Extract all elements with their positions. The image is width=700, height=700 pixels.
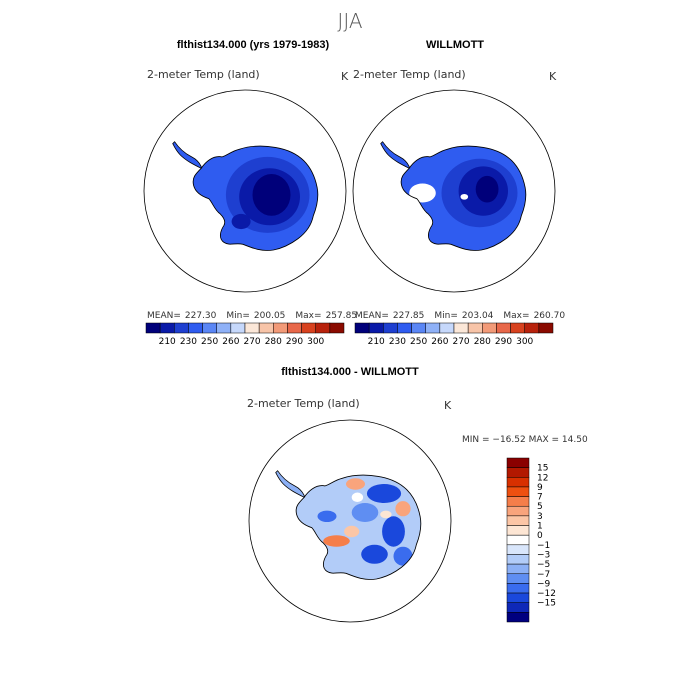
colorbar-tick-label: 230 (179, 337, 198, 347)
colorbar-swatch (507, 535, 529, 545)
colorbar-tick-label: 250 (410, 337, 428, 347)
colorbar-swatch (146, 323, 160, 333)
colorbar-swatch (525, 323, 539, 333)
colorbar-swatch (174, 323, 188, 333)
colorbar-tick-label: 3 (537, 511, 543, 522)
colorbar-tick-label: 300 (516, 337, 534, 347)
colorbar-diff (507, 458, 556, 622)
minmax-diff: MIN = −16.52 MAX = 14.50 (462, 435, 588, 445)
stats-model: MEAN= 227.30 Min= 200.05 Max= 257.85 (147, 311, 358, 321)
colorbar-tick-label: 280 (264, 337, 282, 347)
colorbar-swatch (507, 545, 529, 555)
colorbar-swatch (511, 323, 525, 333)
colorbar-swatch (496, 323, 510, 333)
colorbar-swatch (507, 477, 529, 487)
colorbar-swatch (330, 323, 344, 333)
colorbar-swatch (507, 516, 529, 526)
colorbar-swatch (507, 458, 529, 468)
colorbar-swatch (217, 323, 231, 333)
panel-model (144, 39, 357, 347)
colorbar-tick-label: 0 (537, 531, 543, 542)
panel-obs (353, 39, 565, 347)
colorbar-tick-label: 9 (537, 482, 543, 493)
colorbar-swatch (203, 323, 217, 333)
units-label-obs: K (549, 70, 557, 83)
colorbar-tick-label: 300 (307, 337, 325, 347)
colorbar-tick-label: −15 (537, 598, 556, 609)
colorbar-swatch (231, 323, 245, 333)
colorbar-swatch (440, 323, 454, 333)
colorbar-tick-label: 270 (452, 337, 470, 347)
colorbar-swatch (468, 323, 482, 333)
colorbar-tick-label: −9 (537, 579, 551, 590)
colorbar-swatch (507, 564, 529, 574)
field-label-diff: 2-meter Temp (land) (247, 397, 360, 410)
colorbar-swatch (188, 323, 202, 333)
colorbar-tick-label: −5 (537, 560, 551, 571)
stats-obs: MEAN= 227.85 Min= 203.04 Max= 260.70 (355, 311, 566, 321)
colorbar-obs (355, 323, 553, 347)
colorbar-tick-label: 280 (473, 337, 491, 347)
colorbar-tick-label: 270 (243, 337, 261, 347)
colorbar-tick-label: 250 (201, 337, 219, 347)
colorbar-tick-label: 210 (367, 337, 385, 347)
colorbar-swatch (454, 323, 468, 333)
colorbar-tick-label: −7 (537, 569, 551, 580)
colorbar-swatch (507, 583, 529, 593)
colorbar-swatch (316, 323, 330, 333)
colorbar-swatch (259, 323, 273, 333)
colorbar-swatch (507, 603, 529, 613)
colorbar-tick-label: 230 (388, 337, 407, 347)
colorbar-tick-label: 12 (537, 473, 549, 484)
colorbar-model (146, 323, 344, 347)
colorbar-tick-label: −1 (537, 540, 551, 551)
colorbar-swatch (507, 612, 529, 622)
colorbar-swatch (507, 574, 529, 584)
colorbar-swatch (507, 497, 529, 507)
field-label-model: 2-meter Temp (land) (147, 68, 260, 81)
panel-title-model: flthist134.000 (yrs 1979-1983) (176, 39, 330, 51)
colorbar-swatch (539, 323, 553, 333)
season-title: JJA (337, 9, 363, 33)
colorbar-swatch (369, 323, 383, 333)
colorbar-swatch (287, 323, 301, 333)
colorbar-swatch (507, 526, 529, 536)
colorbar-tick-label: 260 (222, 337, 240, 347)
colorbar-swatch (355, 323, 369, 333)
colorbar-tick-label: 1 (537, 521, 543, 532)
colorbar-tick-label: 15 (537, 463, 549, 474)
colorbar-tick-label: 5 (537, 502, 543, 513)
panel-diff (247, 366, 588, 622)
colorbar-swatch (273, 323, 287, 333)
colorbar-swatch (426, 323, 440, 333)
colorbar-swatch (507, 554, 529, 564)
colorbar-tick-label: −3 (537, 550, 551, 561)
units-label-diff: K (444, 399, 452, 412)
colorbar-tick-label: 260 (431, 337, 449, 347)
colorbar-swatch (507, 506, 529, 516)
colorbar-swatch (383, 323, 397, 333)
colorbar-swatch (507, 593, 529, 603)
colorbar-swatch (412, 323, 426, 333)
colorbar-tick-label: 290 (494, 337, 513, 347)
panel-title-diff: flthist134.000 - WILLMOTT (281, 366, 419, 378)
colorbar-swatch (160, 323, 174, 333)
colorbar-tick-label: 210 (158, 337, 176, 347)
colorbar-swatch (507, 487, 529, 497)
units-label-model: K (341, 70, 349, 83)
colorbar-swatch (397, 323, 411, 333)
colorbar-swatch (482, 323, 496, 333)
colorbar-swatch (245, 323, 259, 333)
colorbar-swatch (507, 468, 529, 478)
colorbar-swatch (302, 323, 316, 333)
colorbar-tick-label: 7 (537, 492, 543, 503)
field-label-obs: 2-meter Temp (land) (353, 68, 466, 81)
colorbar-tick-label: 290 (285, 337, 304, 347)
panel-title-obs: WILLMOTT (425, 39, 485, 51)
colorbar-tick-label: −12 (537, 589, 556, 600)
